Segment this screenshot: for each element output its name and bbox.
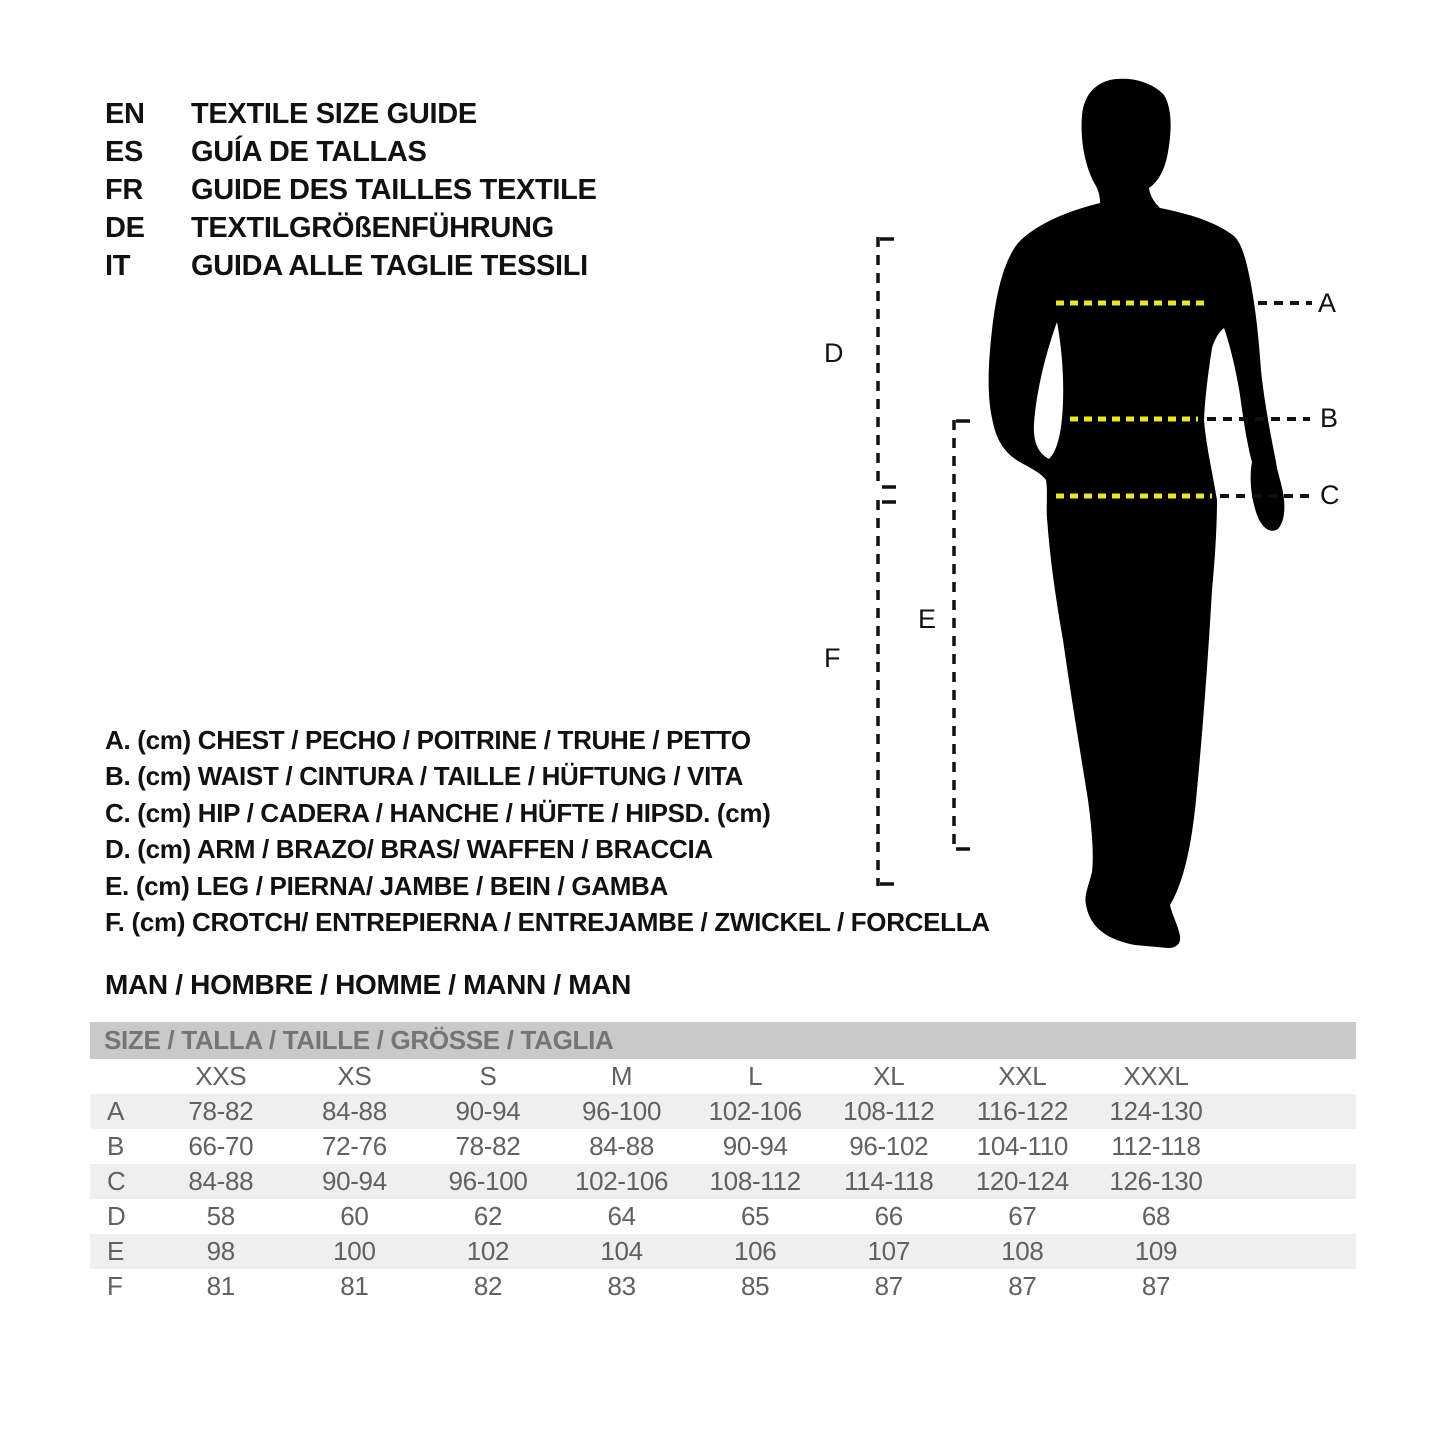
row-label: B [107,1131,125,1161]
table-cell: 109 [1134,1236,1178,1266]
size-column-header: XS [337,1061,372,1091]
hip-label: C [1320,480,1340,510]
table-cell: 104-110 [976,1131,1068,1161]
legend-text: B. (cm) WAIST / CINTURA / TAILLE / HÜFTUNG / VITA [105,761,744,792]
language-row [105,247,597,285]
size-column-header: XXXL [1123,1061,1189,1091]
legend-row [105,795,990,832]
legend-text: D. (cm) ARM / BRAZO/ BRAS/ WAFFEN / BRACCIA [105,834,713,865]
language-row [105,171,597,209]
table-row [90,1129,1356,1164]
size-column-header: L [748,1061,763,1091]
table-cell: 108 [1001,1236,1044,1266]
table-cell: 107 [867,1236,910,1266]
row-label: F [107,1271,123,1301]
size-header-row [90,1059,1356,1094]
legend-row [105,759,990,796]
language-code: DE [105,211,145,244]
language-code: ES [105,135,144,168]
size-column-header: XXS [195,1061,247,1091]
table-cell: 120-124 [975,1166,1069,1196]
table-cell: 102-106 [574,1166,669,1196]
row-label: C [107,1166,126,1196]
table-cell: 126-130 [1109,1166,1203,1196]
table-cell: 66-70 [188,1131,254,1161]
language-code: FR [105,173,144,206]
size-column-header: XL [873,1061,905,1091]
legend-row [105,722,990,759]
waist-label: B [1320,403,1338,433]
table-cell: 108-112 [709,1166,801,1196]
row-label: D [107,1201,126,1231]
language-title: GUIDE DES TAILLES TEXTILE [191,173,597,206]
table-cell: 112-118 [1111,1131,1201,1161]
table-cell: 64 [607,1201,636,1231]
table-cell: 90-94 [722,1131,788,1161]
size-table [90,1022,1356,1304]
size-column-header: S [479,1061,497,1091]
size-table-header: SIZE / TALLA / TAILLE / GRÖSSE / TAGLIA [90,1022,1356,1059]
table-cell: 72-76 [321,1131,387,1161]
table-row [90,1094,1356,1129]
arm-label: D [824,338,844,368]
table-cell: 87 [874,1271,903,1301]
measurement-legend [105,722,990,941]
legend-text: E. (cm) LEG / PIERNA/ JAMBE / BEIN / GAMBA [105,870,668,901]
language-title-block [105,95,597,285]
table-cell: 58 [206,1201,235,1231]
table-cell: 84-88 [321,1096,387,1126]
table-cell: 84-88 [589,1131,655,1161]
table-cell: 108-112 [843,1096,935,1126]
row-label: E [107,1236,125,1266]
table-row [90,1234,1356,1269]
man-silhouette [989,79,1285,948]
table-cell: 90-94 [321,1166,387,1196]
legend-row [105,905,990,942]
table-row [90,1269,1356,1304]
row-label: A [107,1096,125,1126]
language-code: IT [105,249,131,282]
gender-line: MAN / HOMBRE / HOMME / MANN / MAN [105,969,632,1000]
table-cell: 116-122 [976,1096,1068,1126]
table-cell: 85 [741,1271,770,1301]
legend-row [105,868,990,905]
leg-label: E [918,604,936,634]
table-cell: 96-100 [448,1166,528,1196]
table-cell: 87 [1141,1271,1171,1301]
table-row [90,1164,1356,1199]
table-cell: 78-82 [188,1096,254,1126]
table-cell: 102-106 [708,1096,802,1126]
table-cell: 66 [874,1201,903,1231]
language-title: GUÍA DE TALLAS [191,135,427,168]
table-cell: 84-88 [188,1166,254,1196]
language-code: EN [105,97,145,130]
table-cell: 102 [466,1236,510,1266]
size-column-header: M [610,1061,633,1091]
table-cell: 96-102 [849,1131,929,1161]
table-cell: 81 [340,1271,369,1301]
table-cell: 65 [741,1201,770,1231]
table-cell: 67 [1008,1201,1037,1231]
table-cell: 62 [473,1201,503,1231]
table-cell: 81 [206,1271,235,1301]
language-title: TEXTILGRÖßENFÜHRUNG [191,211,554,244]
table-cell: 100 [333,1236,376,1266]
table-cell: 90-94 [455,1096,521,1126]
legend-text: A. (cm) CHEST / PECHO / POITRINE / TRUHE / PETTO [105,724,751,755]
language-row [105,209,597,247]
size-column-header: XXL [998,1061,1047,1091]
language-row [105,95,597,133]
table-cell: 98 [206,1236,235,1266]
language-title: TEXTILE SIZE GUIDE [191,97,477,130]
table-cell: 78-82 [455,1131,521,1161]
table-cell: 87 [1008,1271,1037,1301]
table-cell: 83 [607,1271,636,1301]
table-cell: 96-100 [582,1096,662,1126]
language-title: GUIDA ALLE TAGLIE TESSILI [191,249,588,282]
table-row [90,1199,1356,1234]
legend-row [105,832,990,869]
table-cell: 60 [340,1201,369,1231]
table-cell: 68 [1141,1201,1171,1231]
table-cell: 106 [733,1236,777,1266]
legend-text: C. (cm) HIP / CADERA / HANCHE / HÜFTE / HIPSD. (cm) [105,797,771,828]
crotch-label: F [824,643,841,673]
table-cell: 124-130 [1109,1096,1203,1126]
table-cell: 114-118 [844,1166,934,1196]
legend-text: F. (cm) CROTCH/ ENTREPIERNA / ENTREJAMBE / ZWICKEL / FORCELLA [105,907,990,938]
language-row [105,133,597,171]
chest-label: A [1318,288,1336,318]
table-cell: 104 [600,1236,643,1266]
table-cell: 82 [473,1271,503,1301]
